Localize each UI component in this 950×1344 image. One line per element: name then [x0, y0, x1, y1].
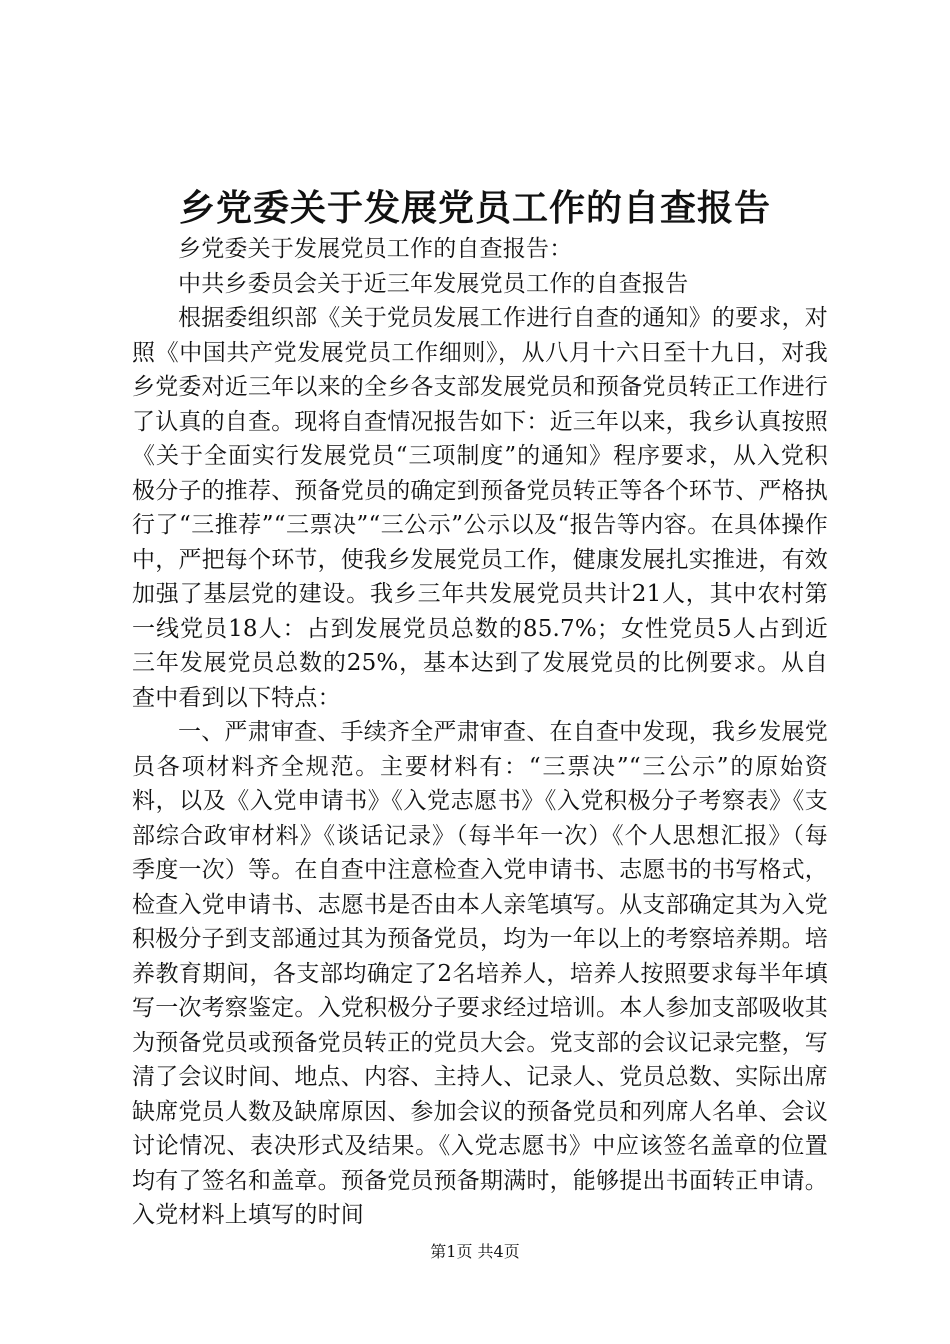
paragraph: 一、严肃审查、手续齐全严肃审查、在自查中发现，我乡发展党员各项材料齐全规范。主要材料有：“三票决”“三公示”的原始资料，以及《入党申请书》《入党志愿书》《入党积极分子考察表》《支部综合政审材料》《谈话记录》（每半年一次）《个人思想汇报》（每季度一次）等。在自查中注意检查入党申请书、志愿书的书写格式，检查入党申请书、志愿书是否由本人亲笔填写。从支部确定其为入党积极分子到支部通过其为预备党员，均为一年以上的考察培养期。培养教育期间，各支部均确定了2名培养人，培养人按照要求每半年填写一次考察鉴定。入党积极分子要求经过培训。本人参加支部吸收其为预备党员或预备党员转正的党员大会。党支部的会议记录完整，写清了会议时间、地点、内容、主持人、记录人、党员总数、实际出席缺席党员人数及缺席原因、参加会议的预备党员和列席人名单、会议讨论情况、表决形式及结果。《入党志愿书》中应该签名盖章的位置均有了签名和盖章。预备党员预备期满时，能够提出书面转正申请。入党材料上填写的时间: [132, 719, 828, 1228]
paragraph: 根据委组织部《关于党员发展工作进行自查的通知》的要求，对照《中国共产党发展党员工作细则》，从八月十六日至十九日，对我乡党委对近三年以来的全乡各支部发展党员和预备党员转正工作进行了认真的自查。现将自查情况报告如下：近三年以来，我乡认真按照《关于全面实行发展党员“三项制度”的通知》程序要求，从入党积极分子的推荐、预备党员的确定到预备党员转正等各个环节、严格执行了“三推荐”“三票决”“三公示”公示以及“报告等内容。在具体操作中，严把每个环节，使我乡发展党员工作，健康发展扎实推进，有效加强了基层党的建设。我乡三年共发展党员共计21人，其中农村第一线党员18人：占到发展党员总数的85.7%；女性党员5人占到近三年发展党员总数的25%，基本达到了发展党员的比例要求。从自查中看到以下特点：: [132, 305, 828, 711]
page-number-footer: 第1页 共4页: [430, 1242, 520, 1261]
paragraph: 乡党委关于发展党员工作的自查报告：: [178, 236, 573, 262]
paragraph: 中共乡委员会关于近三年发展党员工作的自查报告: [178, 270, 689, 297]
document-title: 乡党委关于发展党员工作的自查报告: [178, 187, 771, 229]
document-body: [132, 232, 828, 1233]
